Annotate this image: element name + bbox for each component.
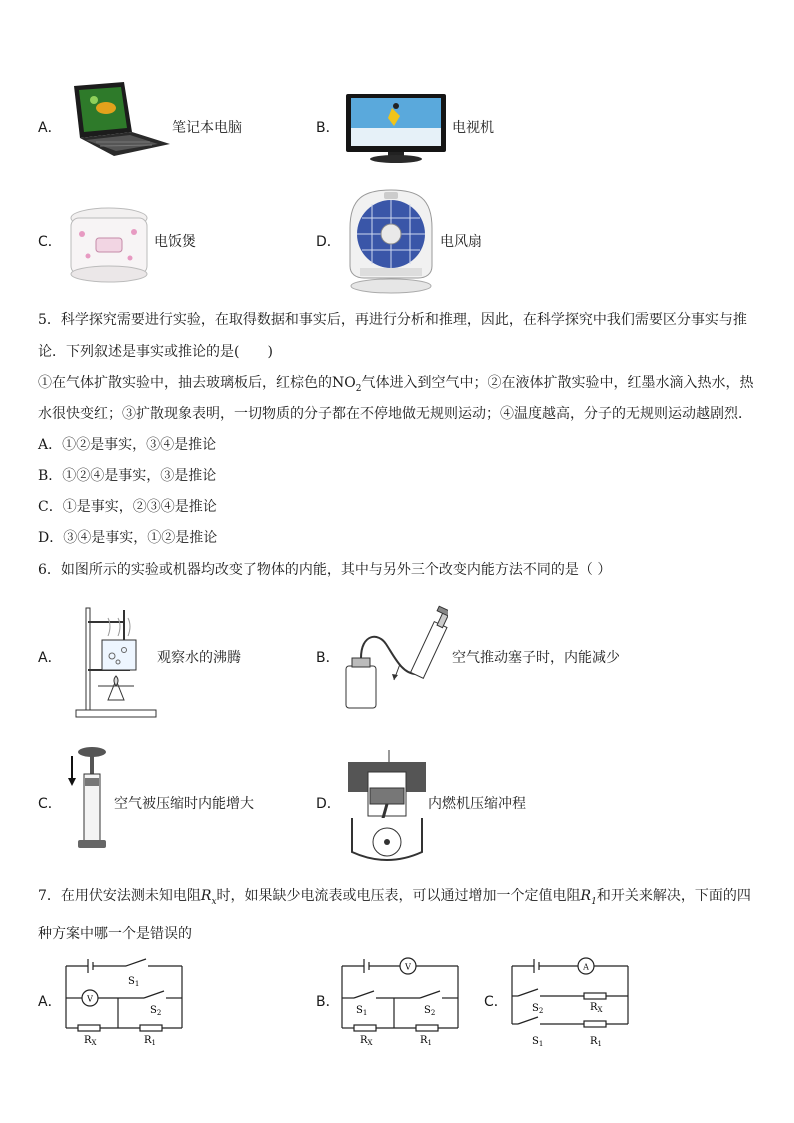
q7-stem-line1 (38, 886, 751, 912)
q7-stem-line2: 种方案中哪一个是错误的 (38, 926, 192, 942)
circuit-c-label-rx: $R_X$ (590, 1002, 603, 1014)
circuit-a-label-rx: $R_X$ (84, 1035, 97, 1047)
circuit-c-diagram (506, 956, 636, 1050)
circuit-c-meter: A (583, 962, 589, 972)
tv-icon (344, 92, 448, 164)
q7-stem-part2: 时，如果缺少电流表或电压表，可以通过增加一个定值电阻 (216, 888, 581, 904)
q5-stem-line1: 5．科学探究需要进行实验，在取得数据和事实后，再进行分析和推理，因此，在科学探究中我们需要区分事实与推 (38, 312, 747, 328)
q7-rx-text: R (200, 888, 212, 904)
q5-choice-c: C．①是事实，②③④是推论 (38, 499, 217, 515)
q7-stem-part1: 7．在用伏安法测未知电阻 (38, 888, 201, 904)
q6-option-c-letter: C． (38, 796, 62, 812)
circuit-b-label-r1: $R_1$ (420, 1035, 432, 1047)
q6-option-b-letter: B． (316, 650, 340, 666)
q4-option-a-letter: A． (38, 120, 62, 136)
q7-r1-text: R (580, 888, 592, 904)
circuit-a-label-s2: $S_2$ (150, 1005, 162, 1017)
circuit-a-diagram (60, 956, 190, 1048)
q5-no2 (332, 375, 362, 394)
boiling-apparatus-icon (72, 600, 158, 720)
circuit-b-label-s2: $S_2$ (424, 1005, 436, 1017)
q4-option-c-letter: C． (38, 234, 62, 250)
q6-stem: 6．如图所示的实验或机器均改变了物体的内能，其中与另外三个改变内能方法不同的是（ ） (38, 562, 612, 578)
rice-cooker-icon (64, 204, 154, 284)
circuit-b-meter: V (405, 962, 411, 972)
q7-rx (200, 888, 217, 907)
q7-r1-sub: 1 (591, 896, 597, 907)
q4-option-b-caption: 电视机 (452, 120, 494, 136)
q6-option-a-caption: 观察水的沸腾 (157, 650, 241, 666)
q4-option-d-caption: 电风扇 (440, 234, 482, 250)
q5-no2-sub: 2 (355, 383, 362, 394)
circuit-a-meter: V (87, 994, 93, 1004)
circuit-c-label-r1: $R_1$ (590, 1036, 602, 1048)
q5-choice-a: A．①②是事实，③④是推论 (38, 437, 217, 453)
circuit-a-label-r1: $R_1$ (144, 1035, 156, 1047)
circuit-c-label-s1: $S_1$ (532, 1036, 544, 1048)
q7-rx-sub: x (211, 896, 217, 907)
q5-statement-line1 (38, 373, 753, 399)
q5-statement-part2: 气体进入到空气中；②在液体扩散实验中，红墨水滴入热水，热 (361, 375, 754, 391)
q4-option-c-caption: 电饭煲 (154, 234, 196, 250)
engine-cylinder-icon (342, 748, 432, 866)
circuit-b-label-s1: $S_1$ (356, 1005, 368, 1017)
q7-option-b-letter: B． (316, 994, 340, 1010)
bottle-pump-icon (342, 604, 448, 712)
q6-option-c-caption: 空气被压缩时内能增大 (114, 796, 254, 812)
q4-option-a-caption: 笔记本电脑 (172, 120, 242, 136)
q5-no2-text: NO (332, 375, 356, 391)
q6-option-a-letter: A． (38, 650, 62, 666)
q6-option-d-letter: D． (316, 796, 341, 812)
q5-choice-d: D．③④是事实，①②是推论 (38, 530, 218, 546)
q5-statement-part1: ①在气体扩散实验中，抽去玻璃板后，红棕色的 (38, 375, 332, 391)
q7-option-c-letter: C． (484, 994, 508, 1010)
q5-statement-line2: 水很快变红；③扩散现象表明，一切物质的分子都在不停地做无规则运动；④温度越高，分子的无规则运动越剧烈． (38, 406, 752, 422)
fire-syringe-icon (64, 744, 110, 856)
circuit-a-label-s1: $S_1$ (128, 976, 140, 988)
fan-icon (344, 188, 438, 296)
q4-option-b-letter: B． (316, 120, 340, 136)
circuit-b-diagram (336, 956, 466, 1048)
circuit-b-label-rx: $R_X$ (360, 1035, 373, 1047)
q7-stem-part3: 和开关来解决，下面的四 (596, 888, 751, 904)
q7-r1 (580, 888, 597, 907)
laptop-icon (66, 80, 172, 158)
q6-option-d-caption: 内燃机压缩冲程 (428, 796, 526, 812)
circuit-c-label-s2: $S_2$ (532, 1003, 544, 1015)
q5-stem-line2: 论．下列叙述是事实或推论的是( ) (38, 344, 273, 360)
q4-option-d-letter: D． (316, 234, 341, 250)
q5-choice-b: B．①②④是事实，③是推论 (38, 468, 217, 484)
q7-option-a-letter: A． (38, 994, 62, 1010)
q6-option-b-caption: 空气推动塞子时，内能减少 (452, 650, 620, 666)
